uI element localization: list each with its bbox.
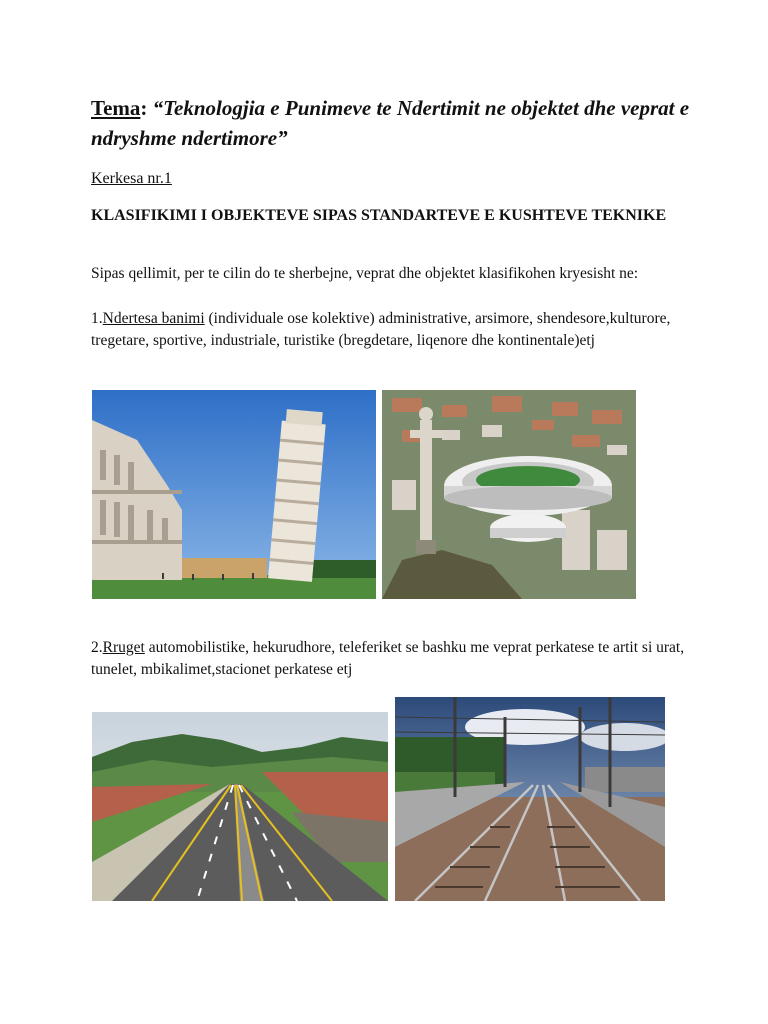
intro-paragraph: Sipas qellimit, per te cilin do te sherbejne, veprat dhe objektet klasifikohen kryesisht ne:: [91, 265, 639, 282]
item-1-term: Ndertesa banimi: [102, 310, 205, 327]
title-label: Tema: [91, 96, 141, 120]
requirement-label: Kerkesa nr.1: [91, 170, 172, 187]
title-colon: :: [140, 96, 148, 120]
title-subject: “Teknologjia e Punimeve te Ndertimit ne objektet dhe veprat e ndryshme ndertimore”: [91, 96, 690, 150]
item-1-number: 1.: [91, 310, 103, 327]
railway-photo: [395, 697, 665, 901]
item-2-text: automobilistike, hekurudhore, teleferiket se bashku me veprat perkatese te artit si urat, tunelet, mbikalimet,stacionet perkatese etj: [91, 639, 685, 678]
stadium-photo: [382, 390, 636, 599]
section-heading: KLASIFIKIMI I OBJEKTEVE SIPAS STANDARTEVE E KUSHTEVE TEKNIKE: [91, 207, 667, 224]
item-1-paragraph: [91, 308, 691, 352]
highway-photo: [92, 712, 388, 901]
item-2-number: 2.: [91, 639, 103, 656]
item-1-text: (individuale ose kolektive) administrative, arsimore, shendesore,kulturore, tregetare, sportive, industriale, turistike (bregdetare, liqenore dhe kontinentale)etj: [91, 310, 671, 349]
item-2-paragraph: [91, 637, 691, 681]
item-2-term: Rruget: [102, 639, 145, 656]
pisa-tower-photo: [92, 390, 376, 599]
page-title: [91, 93, 711, 153]
